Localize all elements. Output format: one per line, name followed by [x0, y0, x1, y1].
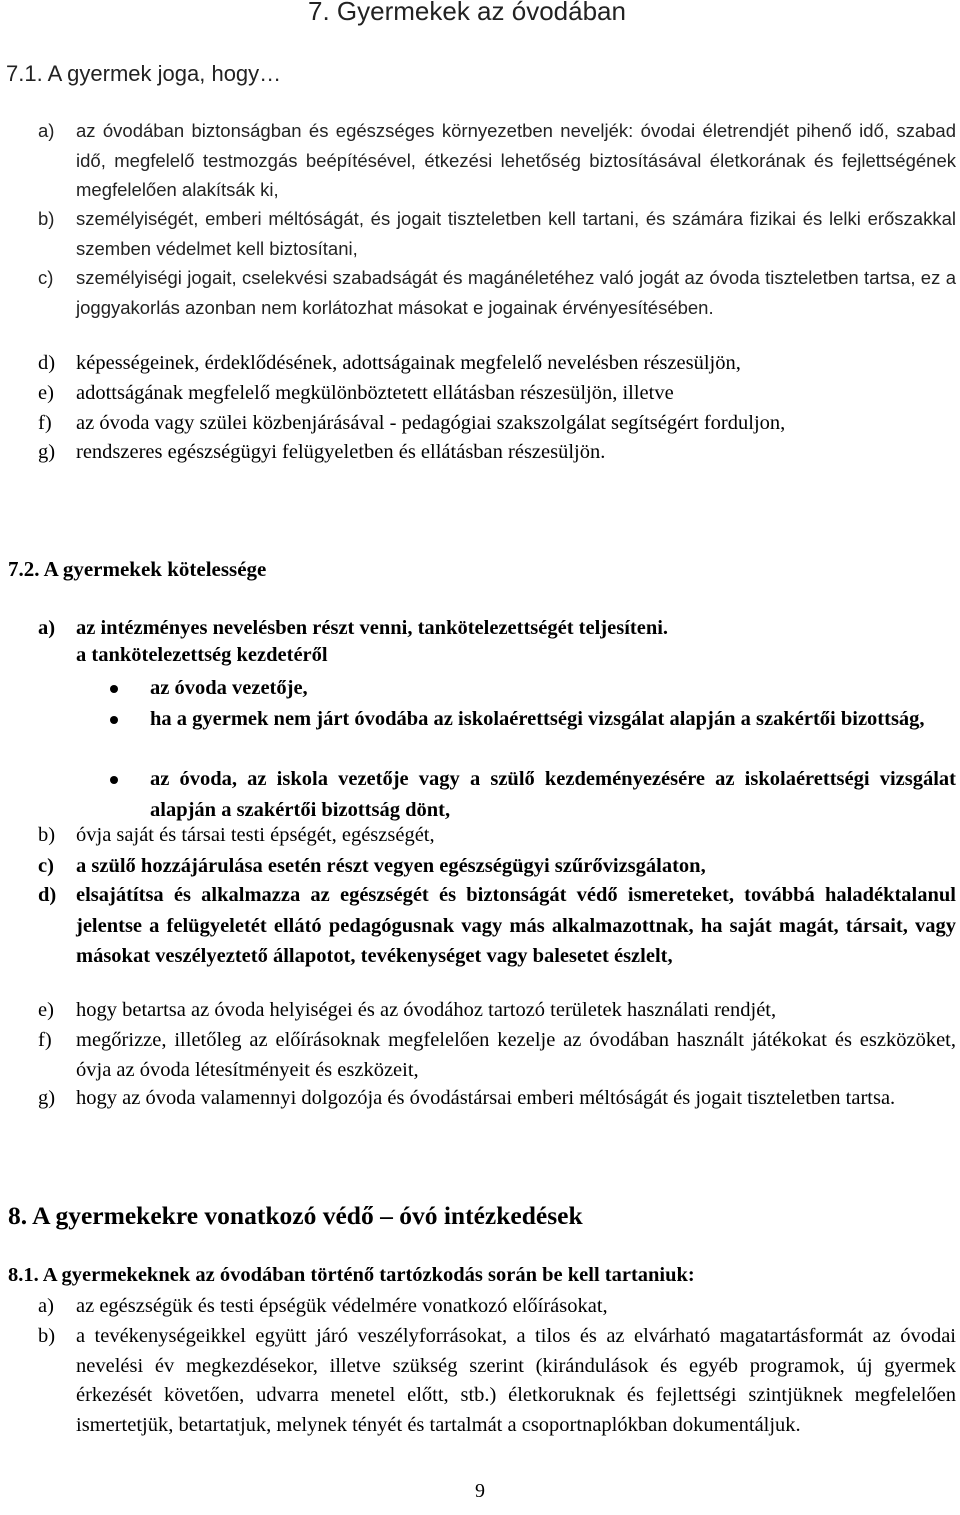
- item-label: c): [38, 855, 54, 877]
- bullet-text: ha a gyermek nem járt óvodába az iskolaérettségi vizsgálat alapján a szakértői bizottság,: [150, 708, 925, 730]
- section-7-1-heading: 7.1. A gyermek joga, hogy…: [6, 61, 282, 86]
- item-label: b): [38, 208, 55, 229]
- item-text: személyiségét, emberi méltóságát, és jogait tiszteletben kell tartani, és számára fizikai és lelki erőszakkal szemben védelmet kell biztosítani,: [76, 208, 956, 259]
- item-text: az intézményes nevelésben részt venni, tankötelezettségét teljesíteni.: [76, 617, 669, 639]
- rights-item-d: [38, 349, 956, 379]
- item-label: a): [38, 1295, 54, 1317]
- bullet-text: az óvoda, az iskola vezetője vagy a szülő kezdeményezésére az iskolaérettségi vizsgálat alapján a szakértői bizottság dönt,: [150, 768, 956, 821]
- rights-item-f: [38, 409, 956, 439]
- protection-item-a: [38, 1292, 956, 1322]
- item-text: a szülő hozzájárulása esetén részt vegyen egészségügyi szűrővizsgálaton,: [76, 855, 706, 877]
- item-label: f): [38, 1029, 52, 1051]
- item-text: óvja saját és társai testi épségét, egészségét,: [76, 824, 435, 846]
- bullet-icon: [110, 776, 118, 784]
- bullet-item: [110, 673, 956, 704]
- item-label: c): [38, 267, 54, 288]
- item-text: az egészségük és testi épségük védelmére vonatkozó előírásokat,: [76, 1295, 608, 1317]
- rights-item-e: [38, 379, 956, 409]
- duties-item-d: [38, 880, 956, 972]
- item-text: hogy az óvoda valamennyi dolgozója és óvodástársai emberi méltóságát és jogait tiszteletben tartsa.: [76, 1087, 896, 1109]
- section-8-heading: 8. A gyermekekre vonatkozó védő – óvó intézkedések: [8, 1201, 583, 1230]
- item-text: adottságának megfelelő megkülönböztetett ellátásban részesüljön, illetve: [76, 382, 674, 404]
- item-text: hogy betartsa az óvoda helyiségei és az óvodához tartozó területek használati rendjét,: [76, 999, 777, 1021]
- item-label: b): [38, 824, 56, 846]
- item-text: személyiségi jogait, cselekvési szabadságát és magánéletéhez való jogát az óvoda tiszteletben tartsa, ez a joggyakorlás azonban nem korlátozhat másokat e jogainak érvényesítésében.: [76, 267, 956, 318]
- duties-item-c: [38, 852, 956, 882]
- item-text: képességeinek, érdeklődésének, adottságainak megfelelő nevelésben részesüljön,: [76, 352, 741, 374]
- bullet-icon: [110, 716, 118, 724]
- item-label: a): [38, 617, 56, 639]
- item-label: b): [38, 1325, 56, 1347]
- item-label: e): [38, 382, 54, 404]
- rights-item-b: [38, 204, 956, 263]
- rights-item-a: [38, 116, 956, 205]
- rights-item-g: [38, 438, 956, 468]
- item-text: elsajátítsa és alkalmazza az egészségét és biztonságát védő ismereteket, továbbá haladéktalanul jelentse a felügyeletét ellátó pedagógusnak vagy más alkalmazottnak, ha saját magát, társait, vagy másokat veszélyeztető állapotot, tevékenységet vagy balesetet észlelt,: [76, 884, 956, 967]
- section-7-heading: 7. Gyermekek az óvodában: [308, 0, 626, 26]
- bullet-icon: [110, 685, 118, 693]
- bullet-item: [110, 704, 956, 735]
- item-text: az óvodában biztonságban és egészséges környezetben neveljék: óvodai életrendjét pihenő idő, szabad idő, megfelelő testmozgás beépítésével, étkezési lehetőség biztosításával életkorának és fejlettségének megfelelően alakítsák ki,: [76, 120, 956, 200]
- item-text: megőrizze, illetőleg az előírásoknak megfelelően kezelje az óvodában használt játékokat és eszközöket, óvja az óvoda létesítményeit és eszközeit,: [76, 1029, 956, 1081]
- duties-a-subheading: a tankötelezettség kezdetéről: [76, 644, 328, 666]
- duties-item-e: [38, 996, 956, 1026]
- duties-item-a: [38, 614, 956, 644]
- section-8-1-heading: 8.1. A gyermekeknek az óvodában történő tartózkodás során be kell tartaniuk:: [8, 1264, 695, 1286]
- item-label: g): [38, 441, 56, 463]
- bullet-item: [110, 764, 956, 826]
- item-label: g): [38, 1087, 56, 1109]
- item-text: az óvoda vagy szülei közbenjárásával - pedagógiai szakszolgálat segítségért forduljon,: [76, 412, 786, 434]
- duties-item-b: [38, 821, 956, 851]
- page-number: 9: [475, 1480, 485, 1502]
- item-label: e): [38, 999, 54, 1021]
- section-7-2-heading: 7.2. A gyermekek kötelessége: [8, 557, 267, 581]
- protection-item-b: [38, 1322, 956, 1440]
- item-label: d): [38, 352, 56, 374]
- rights-item-c: [38, 263, 956, 322]
- item-label: a): [38, 120, 55, 141]
- item-text: rendszeres egészségügyi felügyeletben és ellátásban részesüljön.: [76, 441, 606, 463]
- duties-item-g: [38, 1084, 956, 1114]
- duties-item-f: [38, 1026, 956, 1085]
- bullet-text: az óvoda vezetője,: [150, 677, 308, 699]
- item-text: a tevékenységeikkel együtt járó veszélyforrásokat, a tilos és az elvárható magatartásformát az óvodai nevelési év megkezdésekor, illetve szükség szerint (kirándulások és egyéb programok, új gyermek érkezését követően, udvarra menetel előtt, stb.) életkoruknak és fejlettségi szintjüknek megfelelően ismertetjük, betartatjuk, melynek tényét és tartalmát a csoportnaplókban dokumentáljuk.: [76, 1325, 956, 1436]
- item-label: f): [38, 412, 52, 434]
- item-label: d): [38, 884, 57, 906]
